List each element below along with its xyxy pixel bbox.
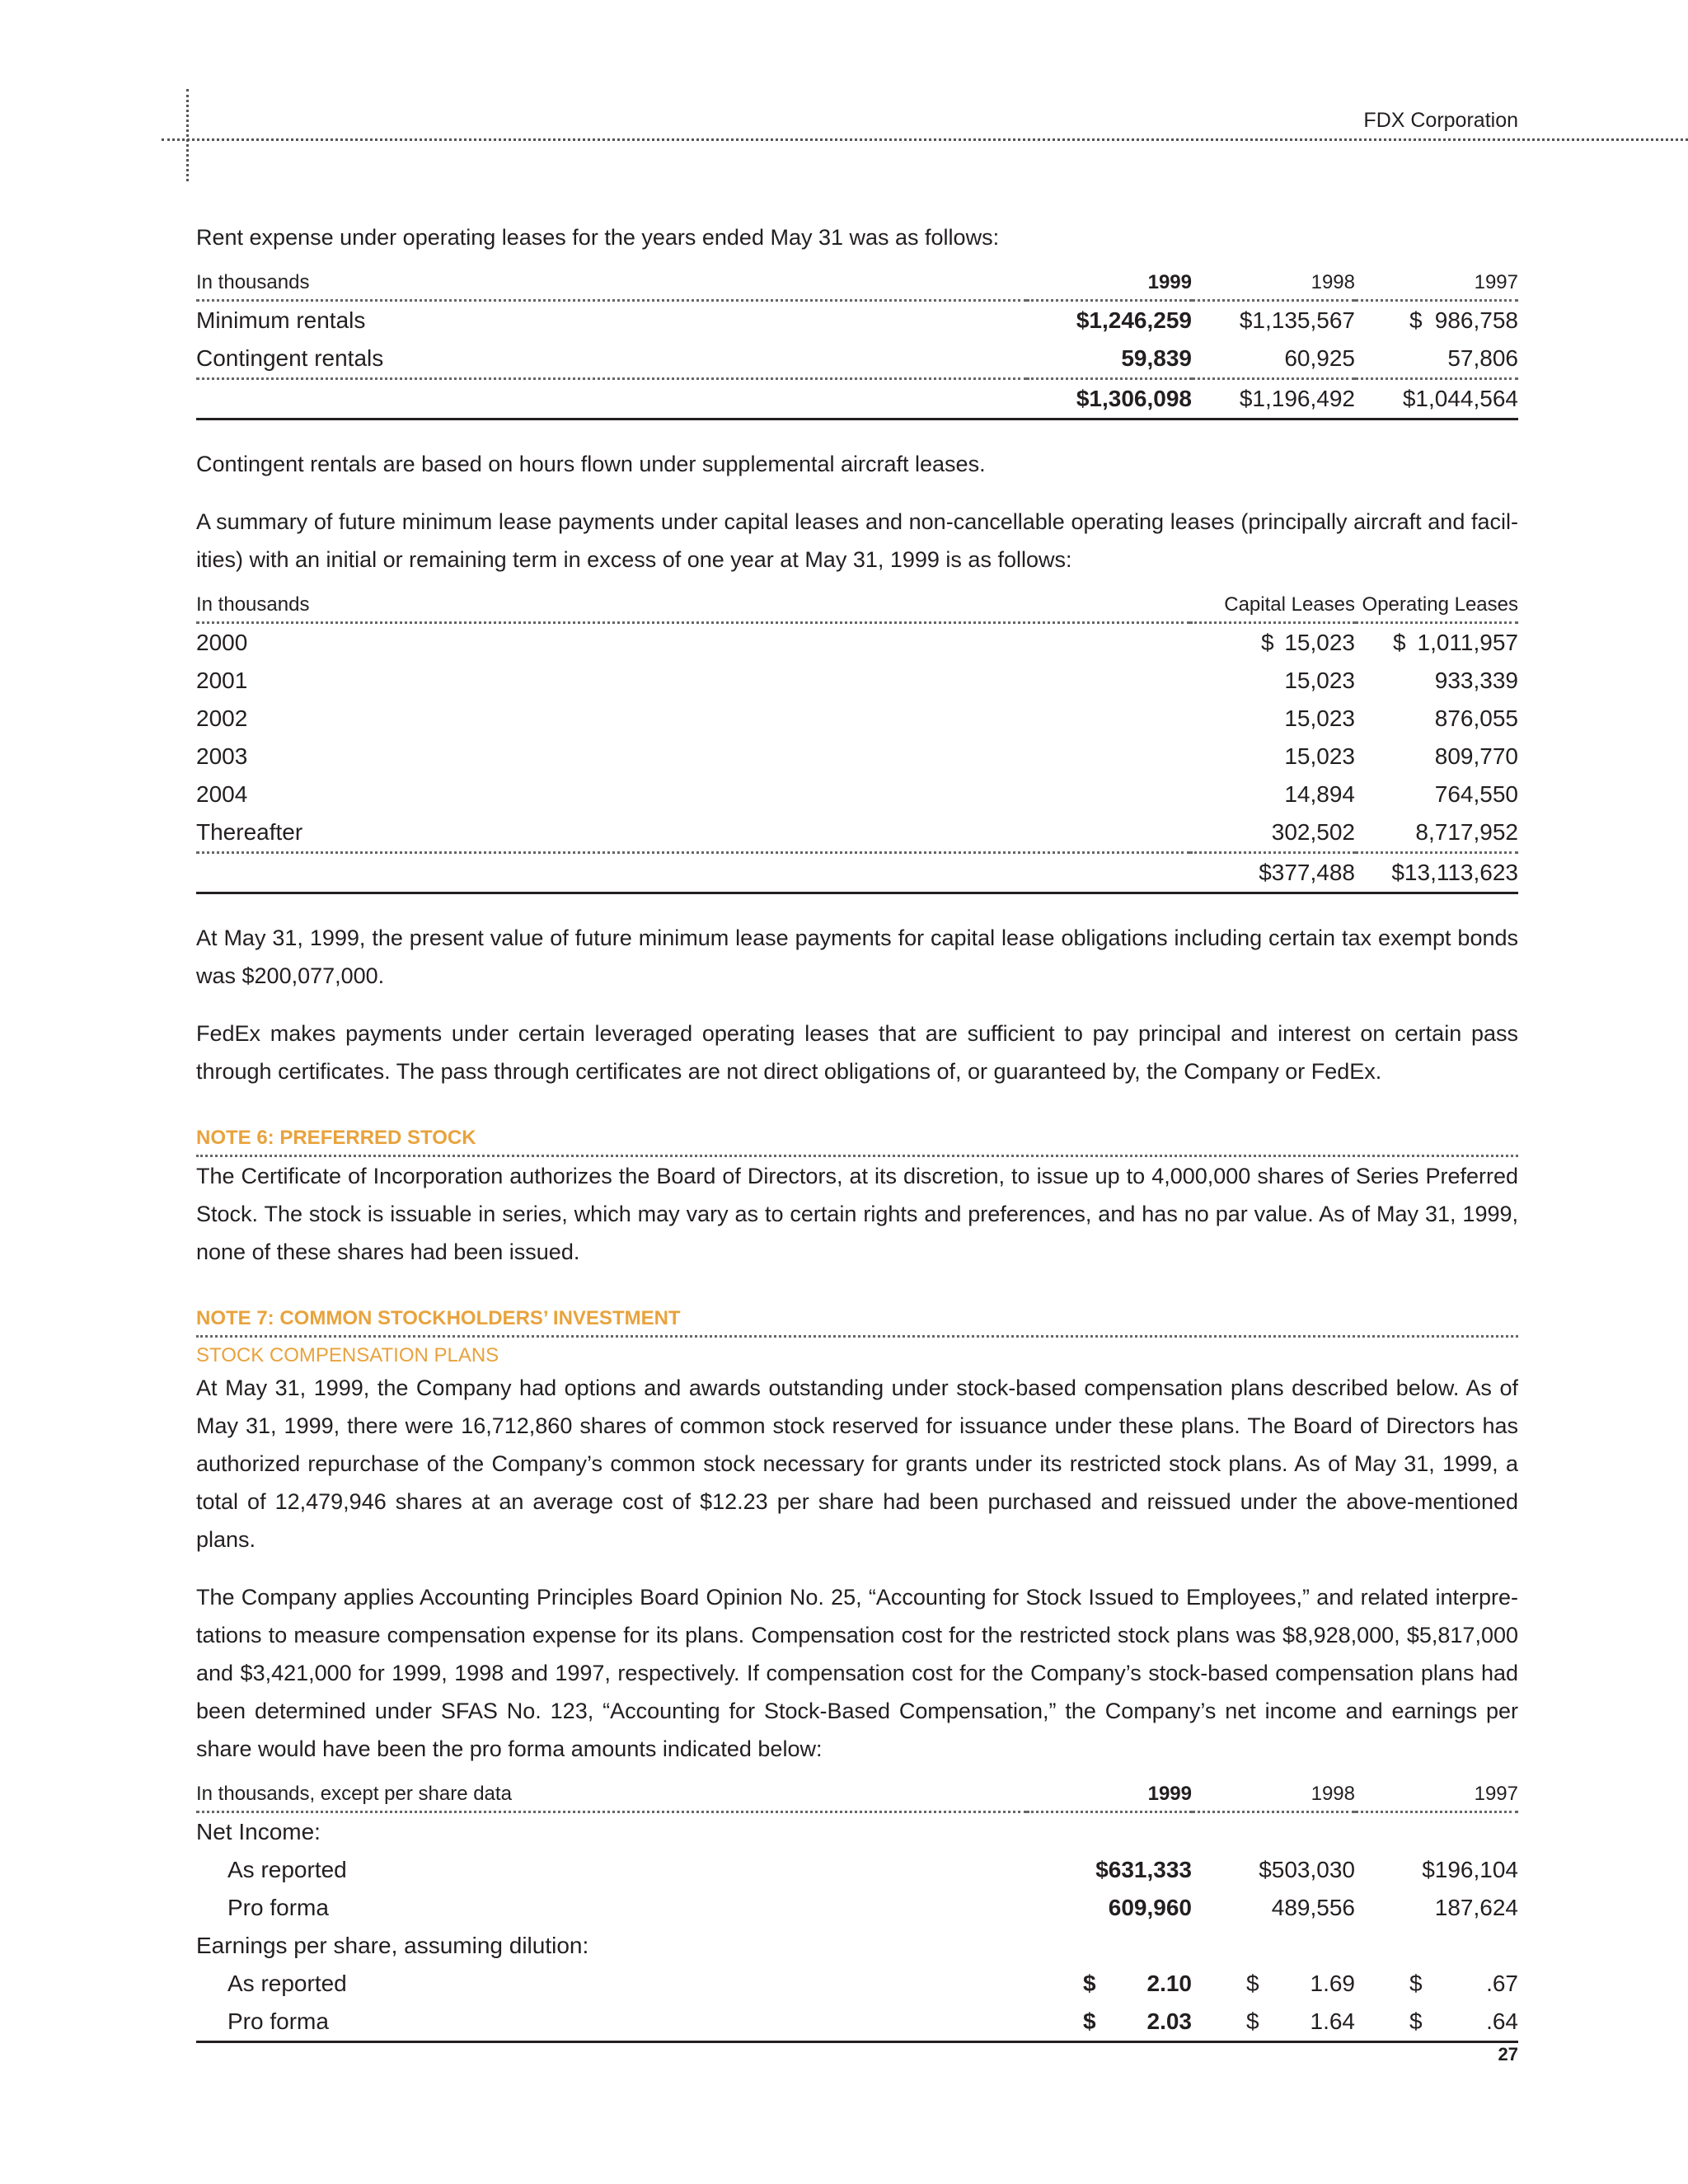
table-row	[196, 340, 1518, 379]
header-horizontal-rule	[162, 138, 1688, 141]
year-header: 1999	[1027, 1778, 1192, 1812]
cell-value: $196,104	[1422, 1857, 1518, 1882]
note7-title: NOTE 7: COMMON STOCKHOLDERS’ INVESTMENT	[196, 1307, 1518, 1338]
table-row	[196, 623, 1518, 663]
cell-value: $503,030	[1259, 1857, 1355, 1882]
year-header: 1998	[1192, 266, 1355, 301]
currency-sign: $	[1409, 307, 1423, 333]
cell-value: 60,925	[1192, 340, 1355, 379]
column-header: Capital Leases	[1190, 588, 1355, 623]
row-label: Minimum rentals	[196, 307, 366, 333]
cell-value: 15,023	[1284, 668, 1355, 693]
company-name: FDX Corporation	[1363, 109, 1518, 132]
summary-intro: A summary of future minimum lease payments under capital leases and non-cancellable operating leases (principally aircraft and facil-ities) with an initial or remaining term in excess of one year at May 31, 1999 is as follows:	[196, 509, 1518, 572]
row-label: As reported	[227, 1971, 347, 1996]
total-value: $1,306,098	[1027, 379, 1192, 419]
cell-value: 489,556	[1271, 1895, 1355, 1920]
cell-value: .67	[1486, 1971, 1518, 1996]
row-label: Contingent rentals	[196, 340, 1027, 379]
row-label: 2000	[196, 630, 248, 655]
row-label: Pro forma	[196, 2003, 1027, 2042]
currency-sign: $	[1083, 2008, 1096, 2034]
cell-value: 809,770	[1434, 743, 1518, 769]
table-row	[196, 813, 1518, 853]
cell-value: $1,246,259	[1076, 307, 1192, 333]
cell-value: 2.10	[1146, 1971, 1192, 1996]
year-header: 1997	[1355, 1778, 1518, 1812]
total-value: $1,196,492	[1192, 379, 1355, 419]
cell-value: 1.64	[1310, 2008, 1355, 2034]
cell-value: 15,023	[1284, 630, 1355, 655]
section-label: Net Income:	[196, 1819, 321, 1844]
total-value: $377,488	[1190, 853, 1355, 893]
row-label: 2003	[196, 743, 248, 769]
currency-sign: $	[1083, 1971, 1096, 1996]
cell-value: 986,758	[1434, 307, 1518, 333]
currency-sign: $	[1246, 1971, 1259, 1996]
page-number: 27	[1498, 2044, 1518, 2064]
total-row	[196, 379, 1518, 419]
cell-value: $631,333	[1095, 1857, 1192, 1882]
future-lease-table	[196, 588, 1518, 894]
table-row	[196, 700, 1518, 738]
currency-sign: $	[1409, 2008, 1423, 2034]
row-label: 2004	[196, 781, 248, 807]
table-row	[196, 2003, 1518, 2042]
contingent-note: Contingent rentals are based on hours flown under supplemental aircraft leases.	[196, 452, 986, 476]
cell-value	[1355, 301, 1518, 340]
total-row	[196, 853, 1518, 893]
header-vertical-rule	[186, 89, 189, 181]
cell-value: 8,717,952	[1355, 813, 1518, 853]
rent-expense-table	[196, 266, 1518, 420]
cell-value: 609,960	[1108, 1895, 1192, 1920]
row-label: 2001	[196, 668, 248, 693]
table-row	[196, 1965, 1518, 2003]
unit-label: In thousands	[196, 266, 1027, 301]
currency-sign: $	[1409, 1971, 1423, 1996]
cell-value: 15,023	[1284, 743, 1355, 769]
table-row	[196, 1812, 1518, 1852]
total-value: $13,113,623	[1355, 853, 1518, 893]
page-content	[196, 218, 1518, 2068]
row-label: Pro forma	[227, 1895, 329, 1920]
cell-value: 933,339	[1434, 668, 1518, 693]
cell-value: $1,135,567	[1239, 307, 1355, 333]
year-header: 1999	[1027, 266, 1192, 301]
section-label: Earnings per share, assuming dilution:	[196, 1933, 589, 1958]
present-value-paragraph: At May 31, 1999, the present value of future minimum lease payments for capital lease obligations including certain tax exempt bonds was $200,077,000.	[196, 926, 1518, 988]
table-row	[196, 1889, 1518, 1927]
cell-value: 876,055	[1434, 705, 1518, 731]
cell-value: 15,023	[1284, 705, 1355, 731]
table-row	[196, 738, 1518, 776]
cell-value: 59,839	[1027, 340, 1192, 379]
table-row	[196, 776, 1518, 813]
cell-value: 302,502	[1190, 813, 1355, 853]
year-header: 1998	[1192, 1778, 1355, 1812]
row-label: Thereafter	[196, 813, 1190, 853]
cell-value: 57,806	[1355, 340, 1518, 379]
table-row	[196, 301, 1518, 340]
note7-paragraph-1: At May 31, 1999, the Company had options and awards outstanding under stock-based compensation plans described below. As of May 31, 1999, there were 16,712,860 shares of common stock reserved for issuance under these plans. The Board of Directors has authorized repurchase of the Company’s common stock necessary for grants under its restricted stock plans. As of May 31, 1999, a total of 12,479,946 shares at an average cost of $12.23 per share had been purchased and reissued under the above-mentioned plans.	[196, 1376, 1518, 1552]
cell-value: 2.03	[1146, 2008, 1192, 2034]
table-header-row	[196, 266, 1518, 301]
total-value: $1,044,564	[1355, 379, 1518, 419]
table-header-row	[196, 1778, 1518, 1812]
column-header: Operating Leases	[1355, 588, 1518, 623]
cell-value: 14,894	[1284, 781, 1355, 807]
table-row	[196, 1927, 1518, 1965]
cell-value: 187,624	[1434, 1895, 1518, 1920]
note6-body: The Certificate of Incorporation authorizes the Board of Directors, at its discretion, to issue up to 4,000,000 shares of Series Preferred Stock. The stock is issuable in series, which may vary as to certain rights and preferences, and has no par value. As of May 31, 1999, none of these shares had been issued.	[196, 1164, 1518, 1264]
table-row	[196, 1851, 1518, 1889]
note7-paragraph-2: The Company applies Accounting Principles Board Opinion No. 25, “Accounting for Stock Issued to Employees,” and related interpre-tations to measure compensation expense for its plans. Compensation cost for the restricted stock plans was $8,928,000, $5,817,000 and $3,421,000 for 1999, 1998 and 1997, respectively. If compensation cost for the Company’s stock-based compensation plans had been determined under SFAS No. 123, “Accounting for Stock-Based Compensation,” the Company’s net income and earnings per share would have been the pro forma amounts indicated below:	[196, 1585, 1518, 1761]
cell-value: 1,011,957	[1417, 630, 1518, 655]
cell-value: 1.69	[1310, 1971, 1355, 1996]
proforma-table	[196, 1778, 1518, 2043]
unit-label: In thousands	[196, 588, 1190, 623]
note7-subtitle: STOCK COMPENSATION PLANS	[196, 1344, 499, 1366]
note6-title: NOTE 6: PREFERRED STOCK	[196, 1127, 1518, 1157]
unit-label: In thousands, except per share data	[196, 1778, 1027, 1812]
currency-sign: $	[1393, 630, 1406, 655]
year-header: 1997	[1355, 266, 1518, 301]
cell-value: .64	[1486, 2008, 1518, 2034]
table-header-row	[196, 588, 1518, 623]
table-row	[196, 662, 1518, 700]
fedex-paragraph: FedEx makes payments under certain leveraged operating leases that are sufficient to pay principal and interest on certain pass through certificates. The pass through certificates are not direct obligations of, or guaranteed by, the Company or FedEx.	[196, 1021, 1518, 1084]
currency-sign: $	[1246, 2008, 1259, 2034]
currency-sign: $	[1261, 630, 1274, 655]
row-label: As reported	[227, 1857, 347, 1882]
row-label: 2002	[196, 705, 248, 731]
rent-intro: Rent expense under operating leases for the years ended May 31 was as follows:	[196, 225, 1000, 250]
cell-value: 764,550	[1434, 781, 1518, 807]
